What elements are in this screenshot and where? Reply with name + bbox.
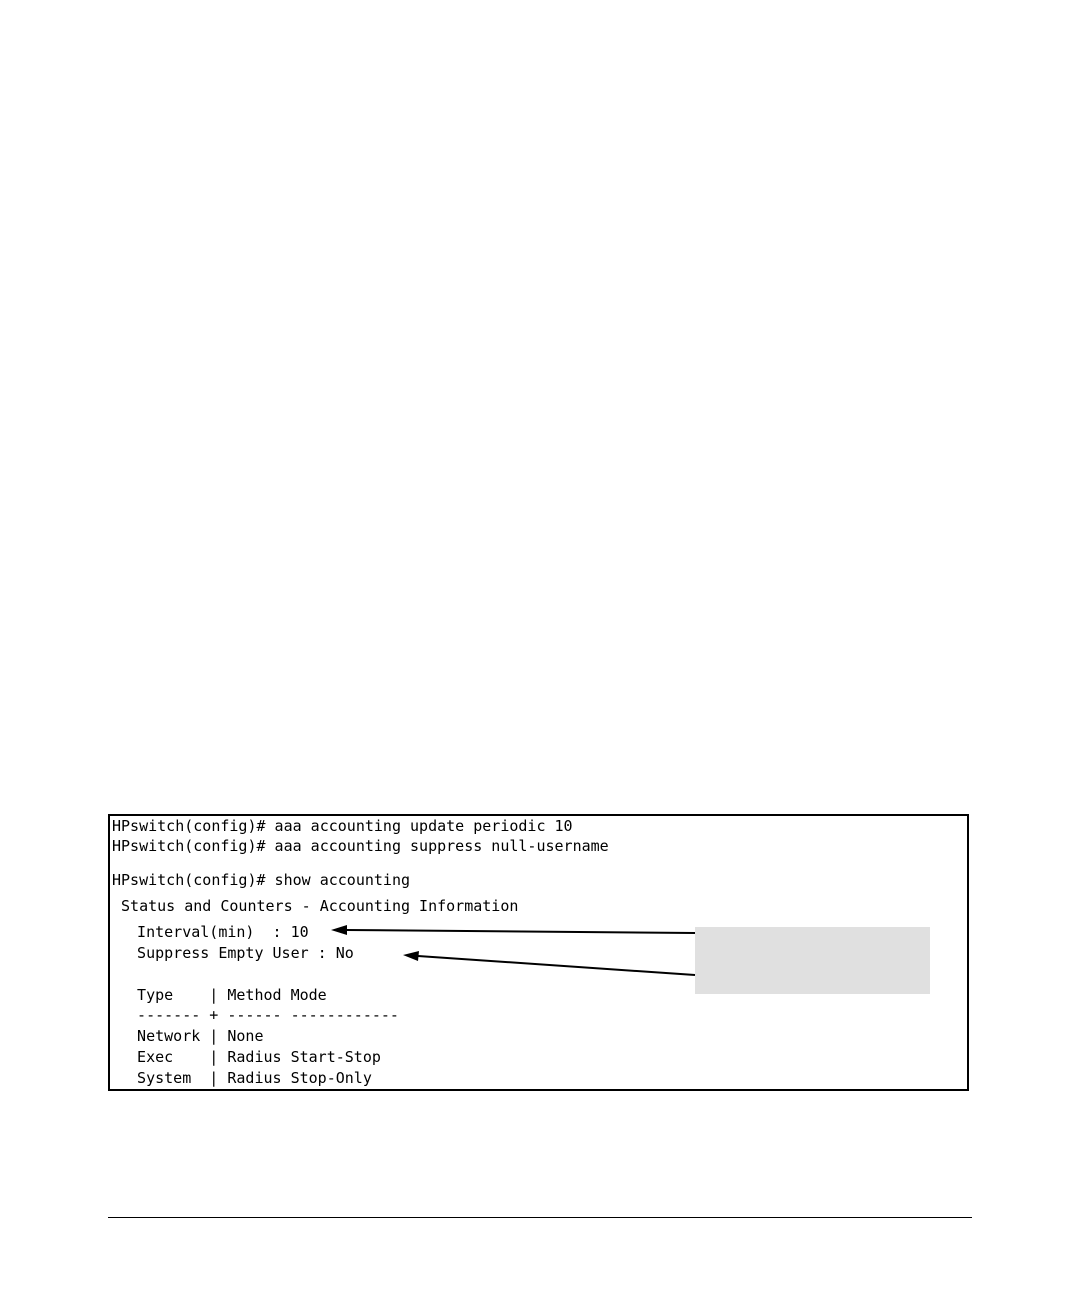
terminal-line-row-exec: Exec | Radius Start-Stop xyxy=(119,1048,381,1066)
terminal-line-row-system: System | Radius Stop-Only xyxy=(119,1069,372,1087)
callout-box xyxy=(695,927,930,994)
terminal-line-suppress: Suppress Empty User : No xyxy=(119,944,354,962)
terminal-line-heading: Status and Counters - Accounting Information xyxy=(112,897,519,915)
terminal-line-command-2: HPswitch(config)# aaa accounting suppress null-username xyxy=(112,837,609,855)
terminal-line-table-divider: ------- + ------ ------------ xyxy=(119,1006,399,1024)
terminal-line-row-network: Network | None xyxy=(119,1027,264,1045)
terminal-line-table-header: Type | Method Mode xyxy=(119,986,327,1004)
footer-rule xyxy=(108,1217,972,1218)
terminal-line-command-3: HPswitch(config)# show accounting xyxy=(112,871,411,889)
terminal-line-command-1: HPswitch(config)# aaa accounting update periodic 10 xyxy=(112,817,573,835)
terminal-line-interval: Interval(min) : 10 xyxy=(119,923,309,941)
